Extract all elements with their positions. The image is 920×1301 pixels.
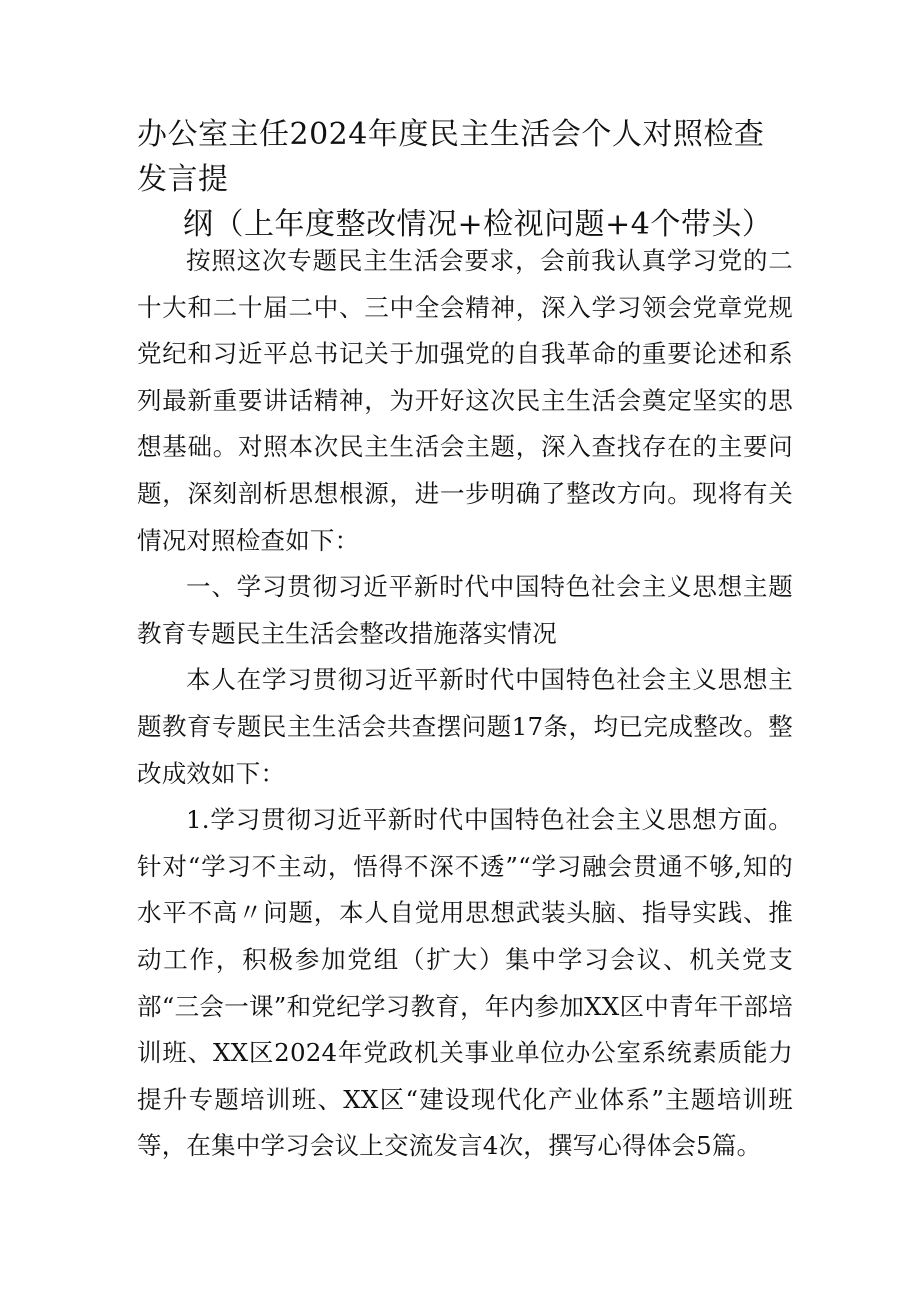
section-heading-1: 一、学习贯彻习近平新时代中国特色社会主义思想主题教育专题民主生活会整改措施落实情况 <box>137 572 793 648</box>
document-title <box>137 112 787 247</box>
document-body <box>137 238 793 1170</box>
title-line-1: 办公室主任2024年度民主生活会个人对照检查发言提 <box>137 117 765 197</box>
paragraph-item-1: 1.学习贯彻习近平新时代中国特色社会主义思想方面。针对“学习不主动，悟得不深不透”“学习融会贯通不够,知的水平不高〃问题，本人自觉用思想武装头脑、指导实践、推动工作，积极参加党组（扩大）集中学习会议、机关党支部“三会一课”和党纪学习教育，年内参加XX区中青年干部培训班、XX区2024年党政机关事业单位办公室系统素质能力提升专题培训班、XX区“建设现代化产业体系”主题培训班等，在集中学习会议上交流发言4次，撰写心得体会5篇。 <box>137 805 793 1161</box>
paragraph-intro: 按照这次专题民主生活会要求，会前我认真学习党的二十大和二十届二中、三中全会精神，深入学习领会党章党规党纪和习近平总书记关于加强党的自我革命的重要论述和系列最新重要讲话精神，为开好这次民主生活会奠定坚实的思想基础。对照本次民主生活会主题，深入查找存在的主要问题，深刻剖析思想根源，进一步明确了整改方向。现将有关情况对照检查如下： <box>137 246 793 555</box>
title-line-2: 纲（上年度整改情况+检视问题+4个带头） <box>183 207 773 242</box>
paragraph-summary: 本人在学习贯彻习近平新时代中国特色社会主义思想主题教育专题民主生活会共查摆问题17条，均已完成整改。整改成效如下： <box>137 665 793 788</box>
